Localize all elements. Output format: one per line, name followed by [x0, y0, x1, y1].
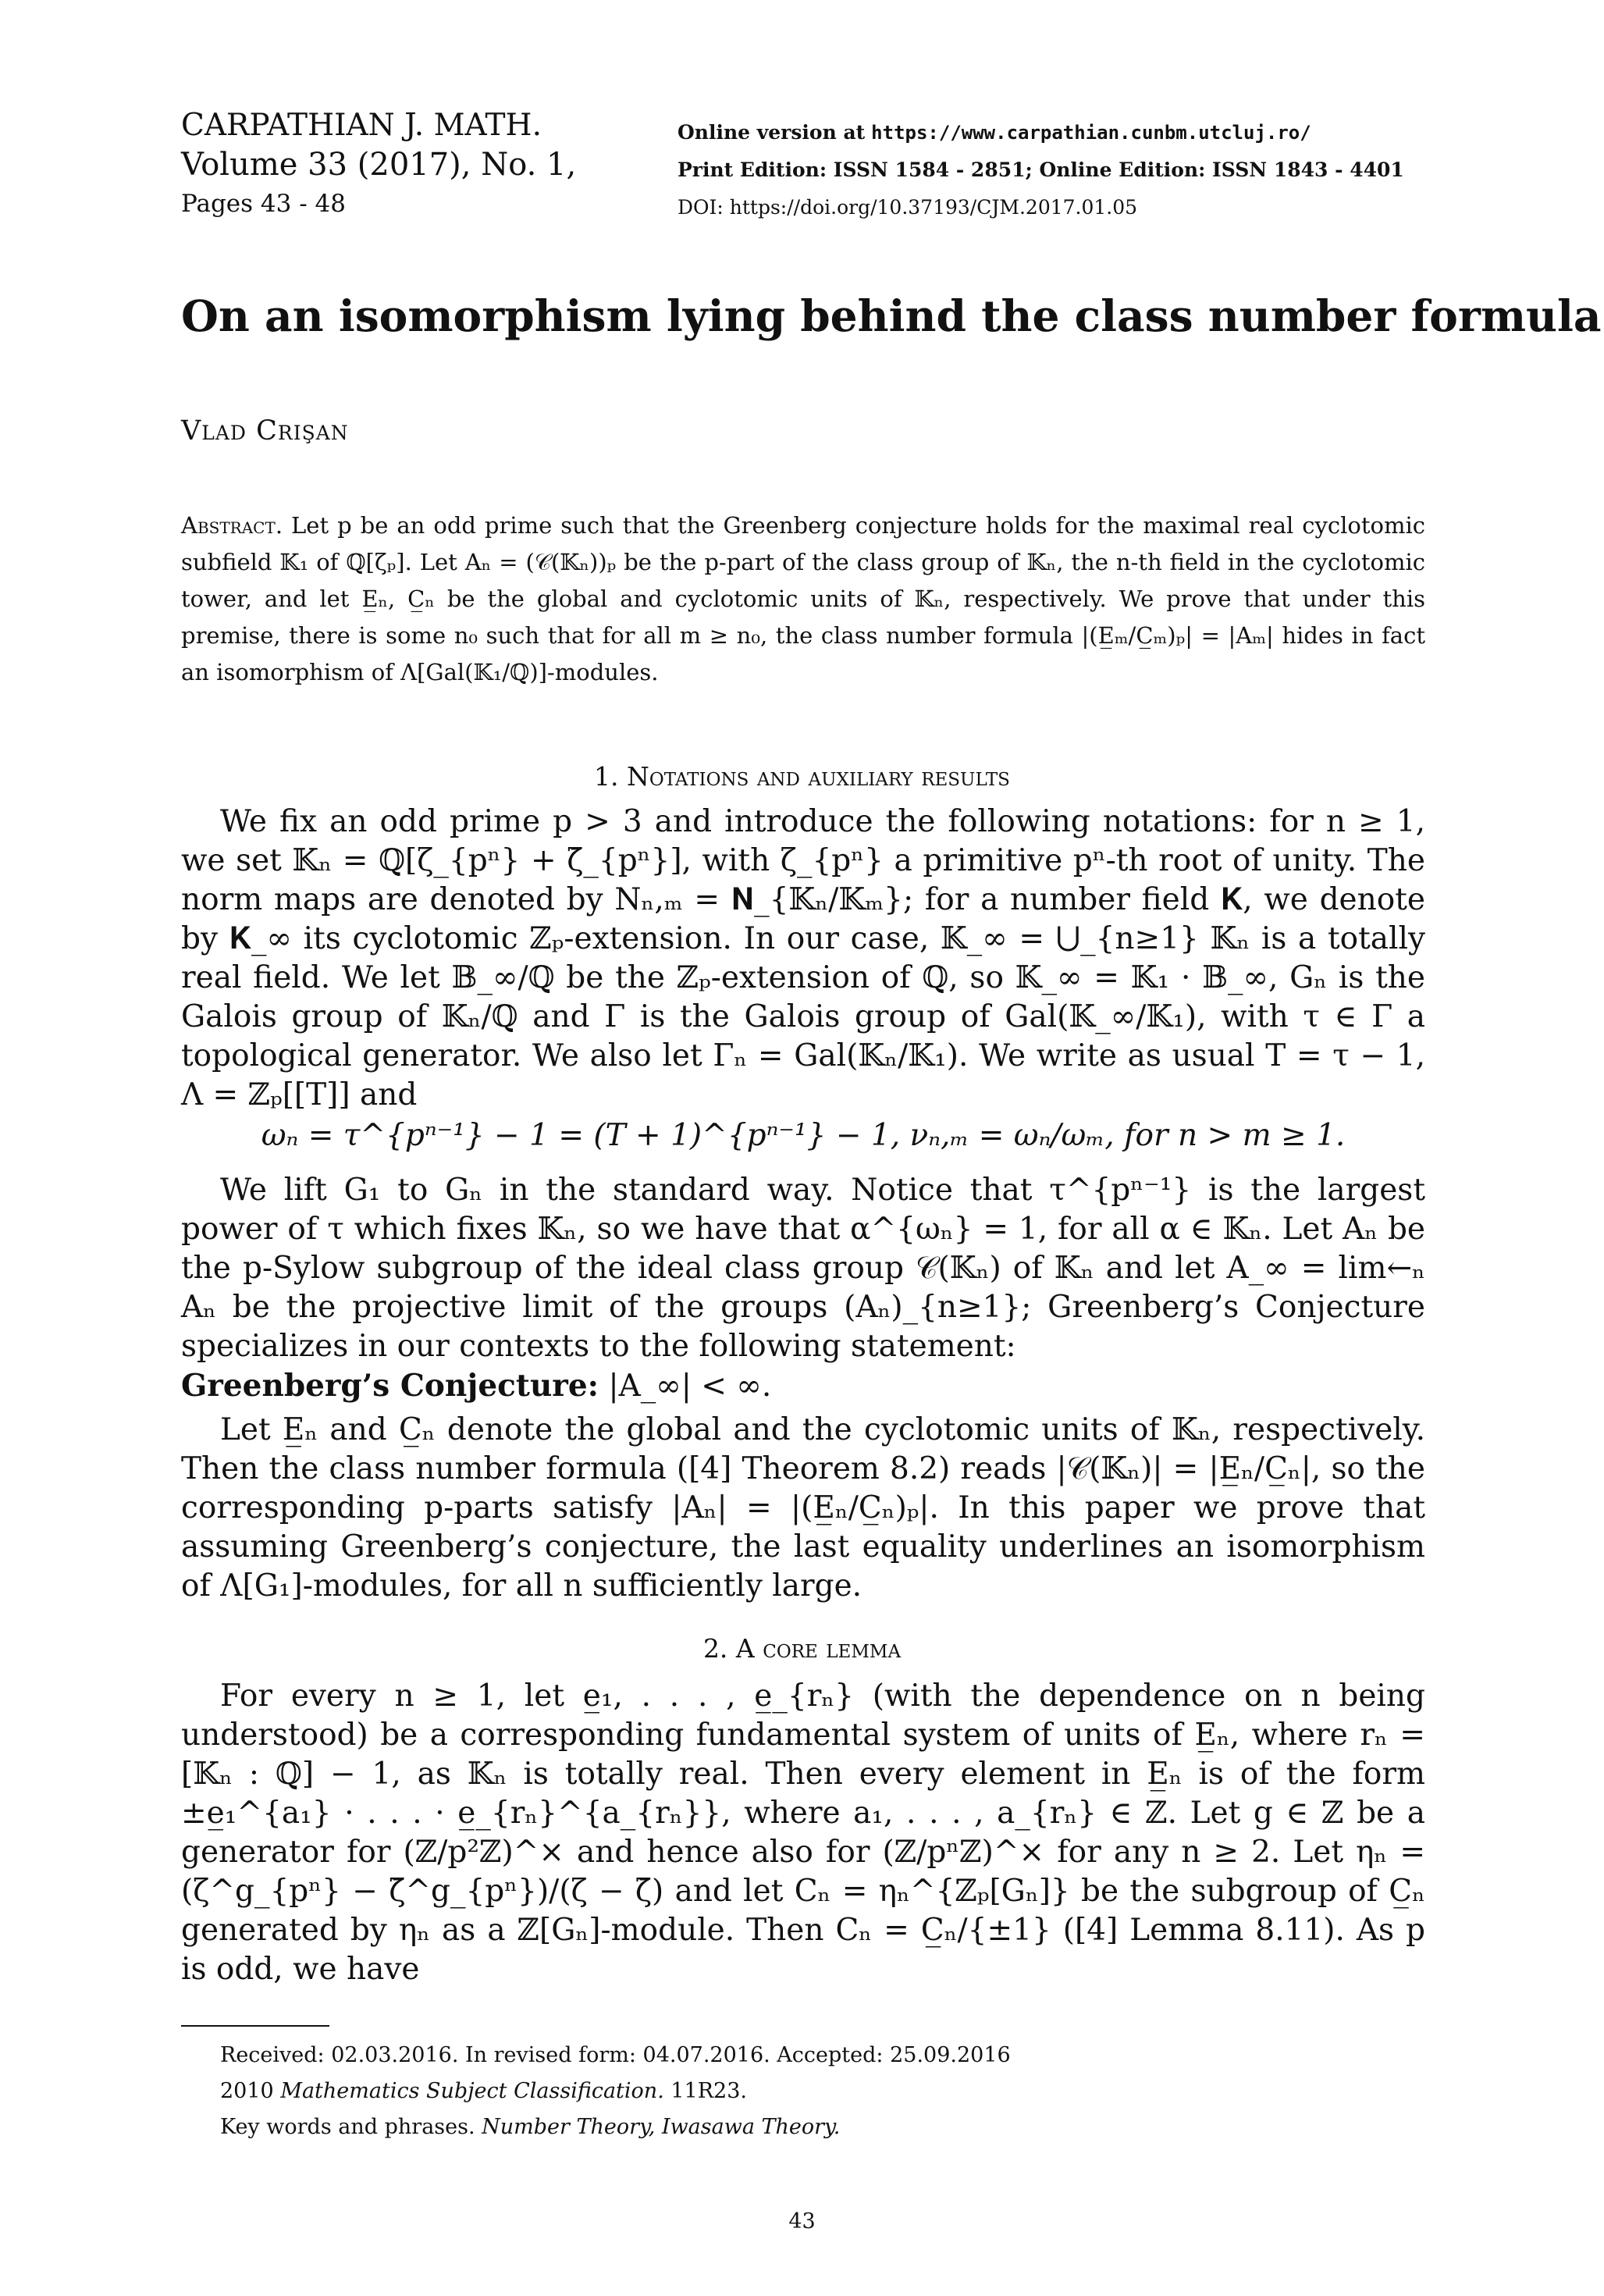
abstract-text: Let p be an odd prime such that the Greenberg conjecture holds for the maximal real cyclotomic subfield 𝕂₁ of ℚ[ζₚ]. Let Aₙ = (𝒞(𝕂ₙ))ₚ be the p-part of the class group of 𝕂ₙ, the n-th field in the cyclotomic tower, and let E̲ₙ, C̲ₙ be the global and cyclotomic units of 𝕂ₙ, respectively. We prove that under this premise, there is some n₀ such that for all m ≥ n₀, the class number formula |(E̲ₘ/C̲ₘ)ₚ| = |Aₘ| hides in fact an isomorphism of Λ[Gal(𝕂₁/ℚ)]-modules.: [181, 512, 1425, 685]
online-version-line: [678, 114, 1404, 151]
omega-equation: ωₙ = τ^{pⁿ⁻¹} − 1 = (T + 1)^{pⁿ⁻¹} − 1, νₙ,ₘ = ωₙ/ωₘ, for n > m ≥ 1.: [261, 1118, 1346, 1153]
abstract: [181, 507, 1425, 691]
doi-line[interactable]: DOI: https://doi.org/10.37193/CJM.2017.01.05: [678, 196, 1138, 219]
section-1-heading: 1. Notations and auxiliary results: [594, 761, 1010, 792]
online-url-link[interactable]: https://www.carpathian.cunbm.utcluj.ro/: [871, 122, 1311, 144]
abstract-label: Abstract.: [181, 512, 283, 539]
keywords: [220, 2109, 1011, 2145]
conjecture-label: Greenberg’s Conjecture:: [181, 1368, 599, 1404]
section-1-paragraph-2: We lift G₁ to Gₙ in the standard way. Notice that τ^{pⁿ⁻¹} is the largest power of τ which fixes 𝕂ₙ, so we have that α^{ωₙ} = 1, for all α ∈ 𝕂ₙ. Let Aₙ be the p-Sylow subgroup of the ideal class group 𝒞(𝕂ₙ) of 𝕂ₙ and let A_∞ = lim←ₙ Aₙ be the projective limit of the groups (Aₙ)_{n≥1}; Greenberg’s Conjecture specializes in our contexts to the following statement:: [181, 1173, 1425, 1364]
volume-line: Volume 33 (2017), No. 1,: [181, 147, 577, 183]
section-1-body: [181, 803, 1425, 1115]
journal-header: [181, 106, 576, 223]
keywords-label: Key words and phrases.: [220, 2115, 475, 2139]
issn-line: Print Edition: ISSN 1584 - 2851; Online Edition: ISSN 1843 - 4401: [678, 158, 1404, 181]
paper-title: On an isomorphism lying behind the class number formula: [181, 290, 1602, 341]
received-dates: Received: 02.03.2016. In revised form: 04.07.2016. Accepted: 25.09.2016: [220, 2043, 1011, 2067]
section-2-heading: 2. A core lemma: [702, 1633, 902, 1664]
page-number: 43: [788, 2209, 816, 2234]
keywords-value: Number Theory, Iwasawa Theory.: [482, 2115, 841, 2139]
conjecture-text: |A_∞| < ∞.: [608, 1369, 772, 1404]
pages-range: Pages 43 - 48: [181, 190, 346, 218]
section-2-body: [181, 1677, 1425, 1989]
section-2-paragraph-1: For every n ≥ 1, let e̲₁, . . . , e̲_{rₙ} (with the dependence on n being understood) be a corresponding fundamental system of units of E̲ₙ, where rₙ = [𝕂ₙ : ℚ] − 1, as 𝕂ₙ is totally real. Then every element in E̲ₙ is of the form ±e̲₁^{a₁} · . . . · e̲_{rₙ}^{a_{rₙ}}, where a₁, . . . , a_{rₙ} ∈ ℤ. Let g ∈ ℤ be a generator for (ℤ/p²ℤ)^× and hence also for (ℤ/pⁿℤ)^× for any n ≥ 2. Let ηₙ = (ζ^g_{pⁿ} − ζ̄^g_{pⁿ})/(ζ − ζ̄) and let Cₙ = ηₙ^{ℤₚ[Gₙ]} be the subgroup of C̲ₙ generated by ηₙ as a ℤ[Gₙ]-module. Then Cₙ = C̲ₙ/{±1} ([4] Lemma 8.11). As p is odd, we have: [181, 1678, 1425, 1987]
msc-label: Mathematics Subject Classification.: [280, 2079, 664, 2103]
section-1-body-2: [181, 1171, 1425, 1606]
footnote-divider: [181, 2025, 329, 2027]
online-label: Online version at: [678, 121, 866, 144]
greenberg-conjecture-statement: [181, 1366, 1425, 1406]
author-name: Vlad Crişan: [181, 415, 349, 447]
msc-classification: [220, 2074, 1011, 2109]
footnotes: [220, 2038, 1011, 2145]
section-1-paragraph-1: We fix an odd prime p > 3 and introduce the following notations: for n ≥ 1, we set 𝕂ₙ = ℚ[ζ_{pⁿ} + ζ̄_{pⁿ}], with ζ_{pⁿ} a primitive pⁿ-th root of unity. The norm maps are denoted by Nₙ,ₘ = 𝐍_{𝕂ₙ/𝕂ₘ}; for a number field 𝐊, we denote by 𝐊_∞ its cyclotomic ℤₚ-extension. In our case, 𝕂_∞ = ⋃_{n≥1} 𝕂ₙ is a totally real field. We let 𝔹_∞/ℚ be the ℤₚ-extension of ℚ, so 𝕂_∞ = 𝕂₁ · 𝔹_∞, Gₙ is the Galois group of 𝕂ₙ/ℚ and Γ is the Galois group of Gal(𝕂_∞/𝕂₁), with τ ∈ Γ a topological generator. We also let Γₙ = Gal(𝕂ₙ/𝕂₁). We write as usual T = τ − 1, Λ = ℤₚ[[T]] and: [181, 804, 1425, 1112]
section-1-paragraph-3: Let E̲ₙ and C̲ₙ denote the global and the cyclotomic units of 𝕂ₙ, respectively. Then the class number formula ([4] Theorem 8.2) reads |𝒞(𝕂ₙ)| = |E̲ₙ/C̲ₙ|, so the corresponding p-parts satisfy |Aₙ| = |(E̲ₙ/C̲ₙ)ₚ|. In this paper we prove that assuming Greenberg’s conjecture, the last equality underlines an isomorphism of Λ[G₁]-modules, for all n sufficiently large.: [181, 1412, 1425, 1604]
edition-info: [678, 114, 1404, 226]
msc-year: 2010: [220, 2079, 274, 2103]
journal-name: CARPATHIAN J. MATH.: [181, 108, 542, 143]
msc-code: 11R23.: [670, 2079, 747, 2103]
